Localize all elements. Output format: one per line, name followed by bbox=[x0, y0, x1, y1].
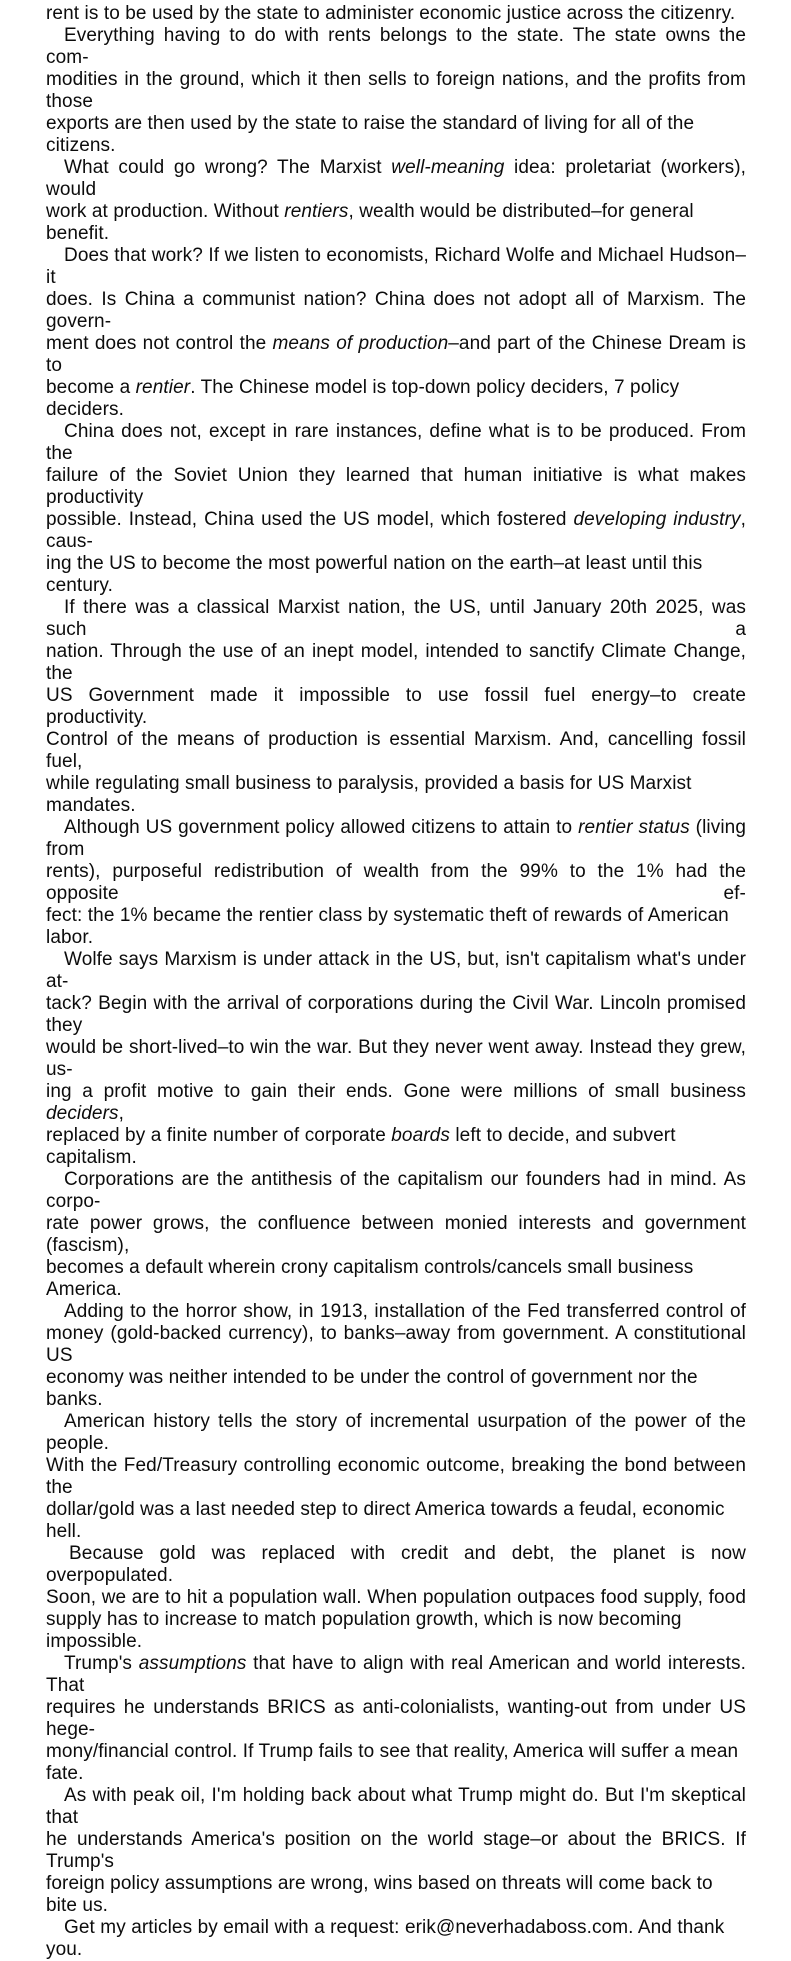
text-span: left to decide, and subvert capitalism. bbox=[46, 1125, 676, 1168]
text-span: Trump's bbox=[64, 1653, 139, 1674]
text-line bbox=[46, 1499, 746, 1543]
text-line bbox=[46, 201, 746, 245]
text-span: work at production. Without bbox=[46, 201, 285, 222]
text-span: exports are then used by the state to raise the standard of living for all of the citizens. bbox=[46, 113, 695, 156]
text-span: As with peak oil, I'm holding back about what Trump might do. But I'm skeptical that bbox=[46, 1785, 746, 1828]
text-span: dollar/gold was a last needed step to direct America towards a feudal, economic hell. bbox=[46, 1499, 725, 1542]
text-line bbox=[46, 1653, 746, 1697]
text-line bbox=[46, 949, 746, 993]
text-span: would be short-lived–to win the war. But they never went away. Instead they grew, us- bbox=[46, 1037, 746, 1080]
text-span: , wealth would be distributed–for general benefit. bbox=[46, 201, 694, 244]
text-span: Although US government policy allowed citizens to attain to bbox=[64, 817, 579, 838]
text-span: Does that work? If we listen to economists, Richard Wolfe and Michael Hudson–it bbox=[46, 245, 746, 288]
text-span: (living from bbox=[46, 817, 746, 860]
paragraph bbox=[46, 25, 746, 157]
italic-text: boards bbox=[391, 1125, 450, 1146]
text-line bbox=[46, 1301, 746, 1323]
text-span: rate power grows, the confluence between monied interests and government (fascism), bbox=[46, 1213, 746, 1256]
paragraph bbox=[46, 157, 746, 245]
text-line bbox=[46, 1455, 746, 1499]
text-span: ing a profit motive to gain their ends. Gone were millions of small business bbox=[46, 1081, 746, 1102]
text-line bbox=[46, 1829, 746, 1873]
text-span: supply has to increase to match population growth, which is now becoming impossible. bbox=[46, 1609, 682, 1652]
text-line bbox=[46, 1213, 746, 1257]
italic-text: rentiers bbox=[284, 201, 349, 222]
text-span: Control of the means of production is essential Marxism. And, cancelling fossil fuel, bbox=[46, 729, 746, 772]
text-line bbox=[46, 465, 746, 509]
text-line bbox=[46, 597, 746, 641]
paragraph bbox=[46, 949, 746, 1169]
text-line bbox=[46, 729, 746, 773]
text-span: If there was a classical Marxist nation, the US, until January 20th 2025, was such a bbox=[46, 597, 746, 640]
text-line bbox=[46, 245, 746, 289]
text-line bbox=[46, 113, 746, 157]
text-span: , caus- bbox=[46, 509, 746, 552]
italic-text: deciders bbox=[46, 1103, 119, 1124]
text-line bbox=[46, 25, 746, 69]
text-line bbox=[46, 1697, 746, 1741]
text-span: Because gold was replaced with credit and debt, the planet is now overpopulated. bbox=[46, 1543, 746, 1586]
text-line bbox=[46, 289, 746, 333]
text-span: ing the US to become the most powerful nation on the earth–at least until this century. bbox=[46, 553, 703, 596]
italic-text: rentier bbox=[135, 377, 191, 398]
text-span: failure of the Soviet Union they learned that human initiative is what makes productivity bbox=[46, 465, 746, 508]
text-span: US Government made it impossible to use fossil fuel energy–to create productivity. bbox=[46, 685, 746, 728]
text-line bbox=[46, 1367, 746, 1411]
text-line bbox=[46, 1323, 746, 1367]
paragraph bbox=[46, 1543, 746, 1653]
paragraph bbox=[46, 1411, 746, 1543]
paragraph bbox=[46, 1917, 746, 1961]
paragraph bbox=[46, 245, 746, 421]
paragraph bbox=[46, 1653, 746, 1785]
text-span: Everything having to do with rents belongs to the state. The state owns the com- bbox=[46, 25, 746, 68]
text-line bbox=[46, 641, 746, 685]
text-span: American history tells the story of incremental usurpation of the power of the people. bbox=[46, 1411, 746, 1454]
text-line bbox=[46, 1917, 746, 1961]
paragraph bbox=[46, 1169, 746, 1301]
italic-text: rentier status bbox=[578, 817, 690, 838]
paragraph bbox=[46, 1785, 746, 1917]
text-span: tack? Begin with the arrival of corporations during the Civil War. Lincoln promised they bbox=[46, 993, 746, 1036]
text-span: he understands America's position on the world stage–or about the BRICS. If Trump's bbox=[46, 1829, 746, 1872]
text-span: fect: the 1% became the rentier class by systematic theft of rewards of American labor. bbox=[46, 905, 729, 948]
text-span: rents), purposeful redistribution of wealth from the 99% to the 1% had the opposite ef- bbox=[46, 861, 746, 904]
text-span: Get my articles by email with a request: erik@neverhadaboss.com. And thank you. bbox=[46, 1917, 725, 1960]
text-line bbox=[46, 1081, 746, 1125]
italic-text: developing industry bbox=[573, 509, 741, 530]
text-span: requires he understands BRICS as anti-colonialists, wanting-out from under US hege- bbox=[46, 1697, 746, 1740]
text-line bbox=[46, 1411, 746, 1455]
text-line bbox=[46, 1125, 746, 1169]
text-line bbox=[46, 685, 746, 729]
paragraph bbox=[46, 817, 746, 949]
text-span: China does not, except in rare instances, define what is to be produced. From the bbox=[46, 421, 746, 464]
text-span: idea: proletariat (workers), would bbox=[46, 157, 746, 200]
text-line bbox=[46, 773, 746, 817]
italic-text: assumptions bbox=[138, 1653, 247, 1674]
text-line bbox=[46, 377, 746, 421]
text-line bbox=[46, 861, 746, 905]
text-line bbox=[46, 69, 746, 113]
text-span: does. Is China a communist nation? China does not adopt all of Marxism. The govern- bbox=[46, 289, 746, 332]
text-line bbox=[46, 1037, 746, 1081]
text-span: possible. Instead, China used the US model, which fostered bbox=[46, 509, 574, 530]
text-span: becomes a default wherein crony capitalism controls/cancels small business America. bbox=[46, 1257, 694, 1300]
text-line bbox=[46, 1587, 746, 1609]
paragraph bbox=[46, 3, 746, 25]
text-span: while regulating small business to paralysis, provided a basis for US Marxist mandates. bbox=[46, 773, 692, 816]
text-span: become a bbox=[46, 377, 136, 398]
text-line bbox=[46, 1873, 746, 1917]
text-span: rent is to be used by the state to administer economic justice across the citizenry. bbox=[46, 3, 736, 24]
text-span: . The Chinese model is top-down policy deciders, 7 policy deciders. bbox=[46, 377, 680, 420]
text-line bbox=[46, 421, 746, 465]
text-line bbox=[46, 157, 746, 201]
text-line bbox=[46, 1169, 746, 1213]
text-span: Soon, we are to hit a population wall. When population outpaces food supply, food bbox=[46, 1587, 746, 1608]
text-span: With the Fed/Treasury controlling economic outcome, breaking the bond between the bbox=[46, 1455, 746, 1498]
text-span: economy was neither intended to be under the control of government nor the banks. bbox=[46, 1367, 698, 1410]
text-line bbox=[46, 817, 746, 861]
text-line bbox=[46, 1609, 746, 1653]
text-line bbox=[46, 3, 746, 25]
text-line bbox=[46, 1543, 746, 1587]
text-span: Adding to the horror show, in 1913, installation of the Fed transferred control of bbox=[64, 1301, 746, 1322]
italic-text: means of production bbox=[272, 333, 449, 354]
text-span: modities in the ground, which it then sells to foreign nations, and the profits from those bbox=[46, 69, 746, 112]
text-line bbox=[46, 1741, 746, 1785]
text-line bbox=[46, 993, 746, 1037]
text-line bbox=[46, 553, 746, 597]
text-line bbox=[46, 1785, 746, 1829]
text-line bbox=[46, 333, 746, 377]
paragraph bbox=[46, 421, 746, 597]
paragraph bbox=[46, 597, 746, 817]
text-span: What could go wrong? The Marxist bbox=[64, 157, 392, 178]
text-span: mony/financial control. If Trump fails to see that reality, America will suffer a mean fate. bbox=[46, 1741, 739, 1784]
text-span: nation. Through the use of an inept model, intended to sanctify Climate Change, the bbox=[46, 641, 746, 684]
text-span: money (gold-backed currency), to banks–away from government. A constitutional US bbox=[46, 1323, 746, 1366]
text-line bbox=[46, 1257, 746, 1301]
text-span: ment does not control the bbox=[46, 333, 273, 354]
text-span: that have to align with real American and world interests. That bbox=[46, 1653, 746, 1696]
text-span: Wolfe says Marxism is under attack in the US, but, isn't capitalism what's under at- bbox=[46, 949, 746, 992]
text-span: foreign policy assumptions are wrong, wins based on threats will come back to bite us. bbox=[46, 1873, 713, 1916]
text-span: , bbox=[118, 1103, 125, 1124]
text-span: replaced by a finite number of corporate bbox=[46, 1125, 392, 1146]
text-line bbox=[46, 509, 746, 553]
italic-text: well-meaning bbox=[391, 157, 505, 178]
text-line bbox=[46, 905, 746, 949]
text-span: –and part of the Chinese Dream is to bbox=[46, 333, 746, 376]
text-span: Corporations are the antithesis of the capitalism our founders had in mind. As corpo- bbox=[46, 1169, 746, 1212]
paragraph bbox=[46, 1301, 746, 1411]
